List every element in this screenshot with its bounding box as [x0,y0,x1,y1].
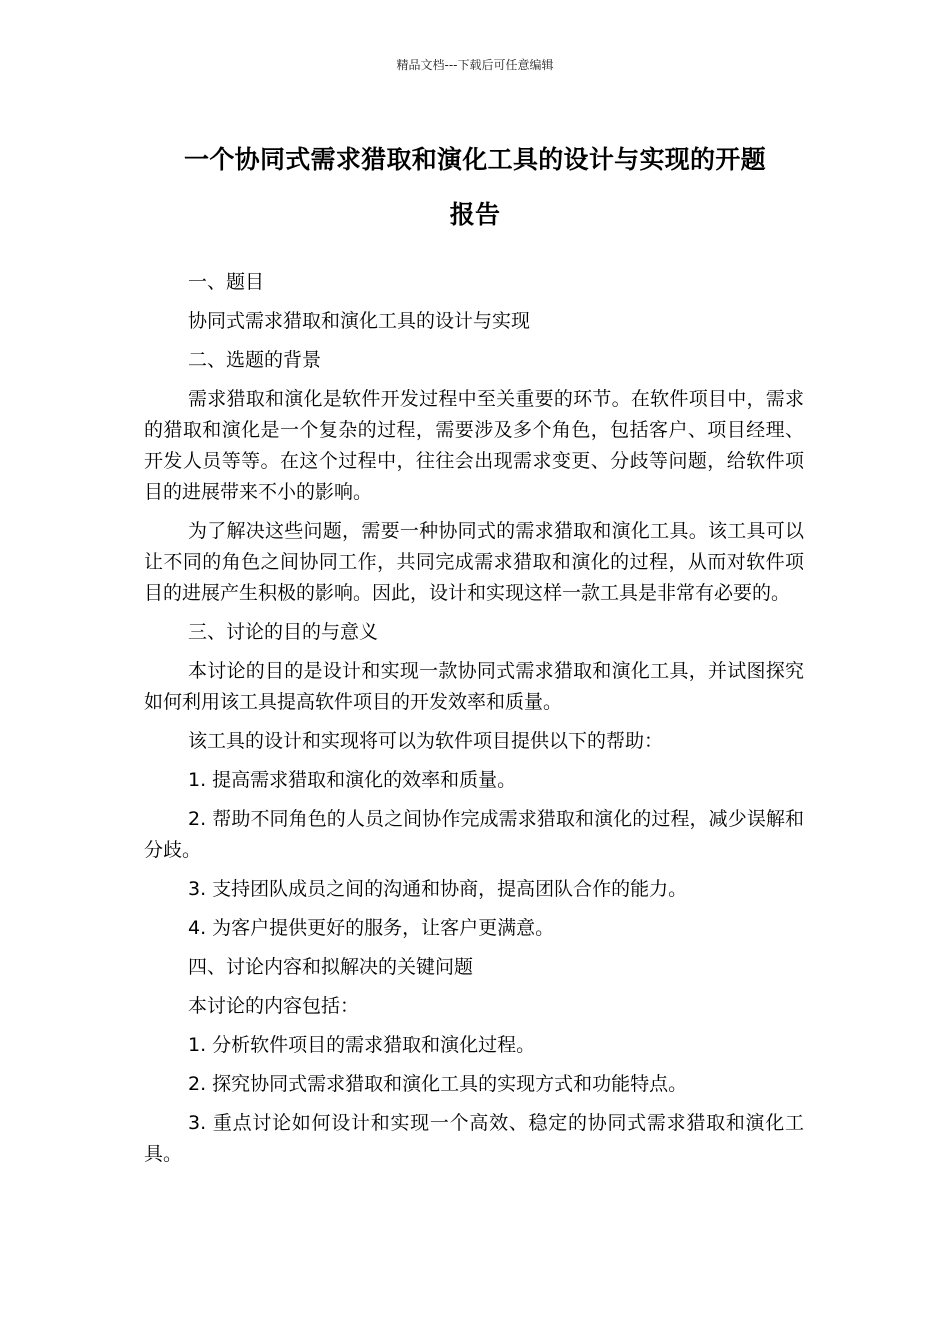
document-title-line-1: 一个协同式需求猎取和演化工具的设计与实现的开题 [184,145,766,174]
content-item-2: 2. 探究协同式需求猎取和演化工具的实现方式和功能特点。 [188,1073,688,1095]
content-intro: 本讨论的内容包括： [188,995,360,1017]
section-heading-purpose: 三、讨论的目的与意义 [188,621,379,643]
benefit-item-3: 3. 支持团队成员之间的沟通和协商，提高团队合作的能力。 [188,878,688,900]
document-title [120,132,830,242]
background-paragraph-1: 需求猎取和演化是软件开发过程中至关重要的环节。在软件项目中，需求的猎取和演化是一个复杂的过程，需要涉及多个角色，包括客户、项目经理、开发人员等等。在这个过程中，往往会出现需求变更、分歧等问题，给软件项目的进展带来不小的影响。 [144,388,804,503]
section-heading-topic: 一、题目 [188,271,265,293]
document-body [144,267,804,1178]
section-heading-background: 二、选题的背景 [188,349,322,371]
background-paragraph-2: 为了解决这些问题，需要一种协同式的需求猎取和演化工具。该工具可以让不同的角色之间协同工作，共同完成需求猎取和演化的过程，从而对软件项目的进展产生积极的影响。因此，设计和实现这样一款工具是非常有必要的。 [144,520,804,604]
document-title-line-2: 报告 [449,200,501,229]
header-note: 精品文档---下载后可任意编辑 [396,58,554,72]
topic-text: 协同式需求猎取和演化工具的设计与实现 [188,310,531,332]
content-item-3: 3. 重点讨论如何设计和实现一个高效、稳定的协同式需求猎取和演化工具。 [144,1112,804,1165]
benefit-item-4: 4. 为客户提供更好的服务，让客户更满意。 [188,917,555,939]
benefits-intro: 该工具的设计和实现将可以为软件项目提供以下的帮助： [188,730,664,752]
benefit-item-1: 1. 提高需求猎取和演化的效率和质量。 [188,769,517,791]
purpose-paragraph: 本讨论的目的是设计和实现一款协同式需求猎取和演化工具，并试图探究如何利用该工具提高软件项目的开发效率和质量。 [144,660,804,713]
benefit-item-2: 2. 帮助不同角色的人员之间协作完成需求猎取和演化的过程，减少误解和分歧。 [144,808,804,861]
content-item-1: 1. 分析软件项目的需求猎取和演化过程。 [188,1034,536,1056]
section-heading-content: 四、讨论内容和拟解决的关键问题 [188,956,474,978]
